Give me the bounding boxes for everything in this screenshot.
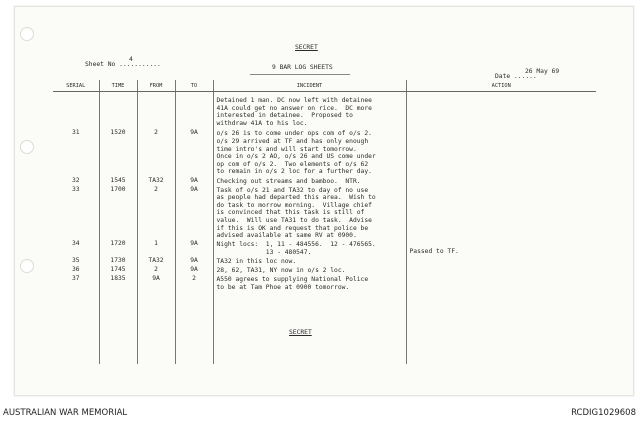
incident-text-line: Checking out streams and bamboo. NTR. <box>216 177 361 185</box>
to-cell: 9A <box>190 240 198 248</box>
to-cell: 9A <box>190 176 198 184</box>
from-cell: 2 <box>154 185 158 193</box>
incident-text-line: time intro's and will start tomorrow. <box>216 145 357 153</box>
from-cell: TA32 <box>148 176 164 184</box>
classification-bottom: SECRET <box>289 329 312 336</box>
time-column <box>100 92 137 364</box>
incident-text-line: to remain in o/s 2 loc for a further day. <box>216 168 372 176</box>
from-cell: TA32 <box>148 257 164 264</box>
footer-source: AUSTRALIAN WAR MEMORIAL <box>3 408 128 418</box>
serial-cell: 37 <box>71 275 80 283</box>
incident-text-line: TA32 in this loc now. <box>216 258 297 265</box>
incident-text-line: is convinced that this task is still of <box>216 209 365 217</box>
incident-text-line: do task to morrow morning. Village chief <box>216 201 372 209</box>
table-header-row <box>53 80 596 92</box>
time-cell: 1700 <box>110 185 126 193</box>
incident-text-line: 41A could get no answer on rice. DC more <box>216 104 372 112</box>
date-value: 26 May 69 <box>525 68 560 75</box>
incident-text-line: value. Will use TA31 to do task. Advise <box>216 217 372 224</box>
serial-cell: 33 <box>71 185 80 193</box>
incident-text-line: o/s 26 is to come under ops com of o/s 2. <box>216 130 372 138</box>
to-cell: 9A <box>190 185 198 193</box>
time-cell: 1730 <box>110 257 126 264</box>
serial-cell: 36 <box>71 266 80 274</box>
sheet-number-field: Sheet No ........... 4 <box>85 56 161 68</box>
incident-text-line: Detained 1 man. DC now left with detainee <box>216 97 372 104</box>
column-header-from: FROM <box>137 80 175 92</box>
incident-text-line: Task of o/s 21 and TA32 to day of no use <box>216 186 369 194</box>
incident-text-line: if this is OK and request that police be <box>216 224 369 232</box>
serial-column <box>53 92 99 364</box>
time-cell: 1520 <box>110 129 126 137</box>
to-cell: 9A <box>190 266 198 274</box>
to-cell: 9A <box>190 129 198 137</box>
action-column <box>407 92 597 364</box>
title-rule <box>250 74 350 75</box>
to-cell: 9A <box>190 257 198 264</box>
classification-top: SECRET <box>295 44 318 51</box>
from-cell: 1 <box>154 240 158 248</box>
incident-column <box>214 92 406 364</box>
to-column <box>176 92 213 364</box>
serial-cell: 35 <box>71 257 80 264</box>
column-header-serial: SERIAL <box>53 80 99 92</box>
incident-text-line: 13 - 480547. <box>216 248 312 256</box>
from-cell: 2 <box>154 129 158 137</box>
incident-text-line: as people had departed this area. Wish to <box>216 194 376 202</box>
from-cell: 2 <box>154 266 158 274</box>
punch-hole <box>20 140 34 154</box>
action-cell: Passed to TF. <box>409 247 459 255</box>
punch-hole <box>20 27 34 41</box>
from-cell: 9A <box>152 275 160 283</box>
column-header-incident: INCIDENT <box>213 80 406 92</box>
sheet-number: 4 <box>129 56 133 63</box>
incident-text-line: A550 agrees to supplying National Police <box>216 276 369 284</box>
serial-cell: 32 <box>71 176 80 184</box>
incident-text-line: Once in o/s 2 AO, o/s 26 and US come under <box>216 153 376 161</box>
punch-hole <box>20 259 34 273</box>
serial-cell: 34 <box>71 240 80 248</box>
incident-text-line: Night locs: 1, 11 - 484556. 12 - 476565. <box>216 241 376 249</box>
footer-id: RCDIG1029608 <box>571 408 636 418</box>
from-column <box>138 92 175 364</box>
time-cell: 1545 <box>110 176 126 184</box>
date-label: Date ...... <box>495 73 537 80</box>
time-cell: 1835 <box>110 275 126 283</box>
column-header-time: TIME <box>99 80 137 92</box>
incident-text-line: op com of o/s 2. Two elements of o/s 62 <box>216 160 369 168</box>
column-header-action: ACTION <box>406 80 596 92</box>
column-header-to: TO <box>175 80 213 92</box>
incident-text-line: 28, 62, TA31, NY now in o/s 2 loc. <box>216 267 346 275</box>
incident-text-line: to be at Tam Phoe at 0900 tomorrow. <box>216 283 350 291</box>
serial-cell: 31 <box>71 129 80 137</box>
table-body-row <box>53 92 596 365</box>
to-cell: 2 <box>192 275 196 283</box>
sheet-label: Sheet No <box>85 61 116 68</box>
incident-text-line: o/s 29 arrived at TF and has only enough <box>216 138 369 145</box>
log-title: 9 BAR LOG SHEETS <box>272 64 333 71</box>
time-cell: 1745 <box>110 266 126 274</box>
incident-text-line: withdraw 41A to his loc. <box>216 119 308 127</box>
incident-text-line: advised available at same RV at 0900. <box>216 232 357 240</box>
time-cell: 1720 <box>110 240 126 248</box>
incident-log-table <box>53 80 596 364</box>
incident-text-line: interested in detainee. Proposed to <box>216 112 353 120</box>
